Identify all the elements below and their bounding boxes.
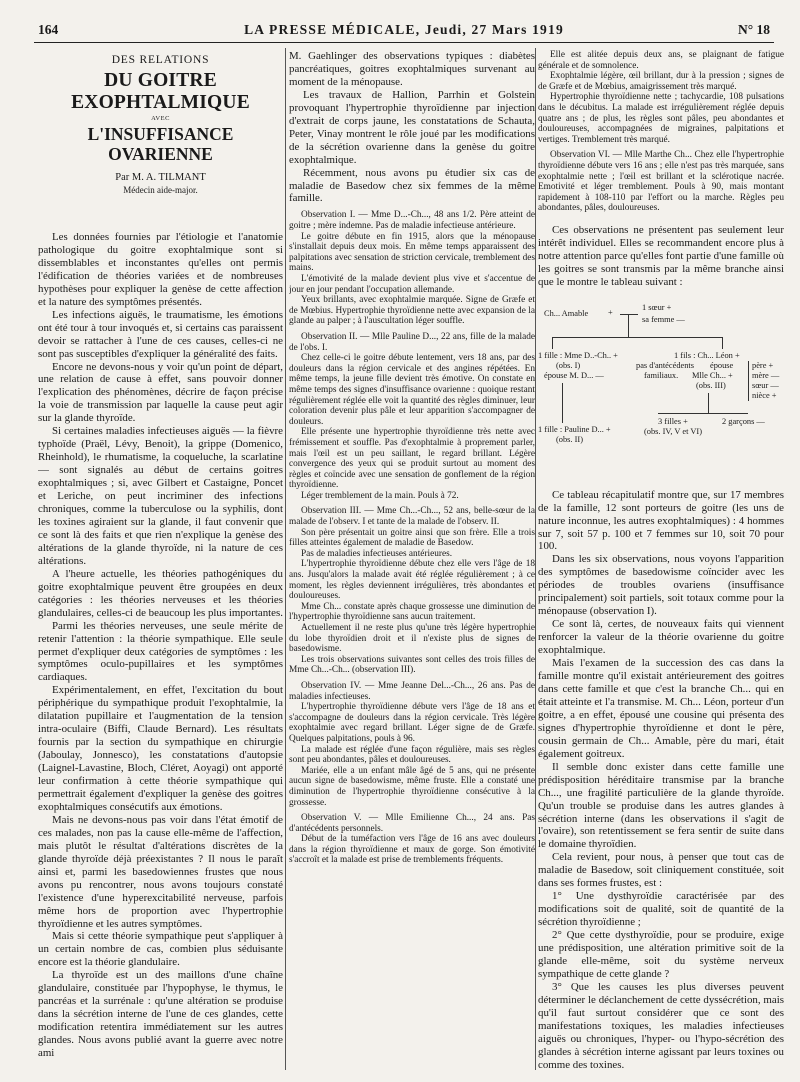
title-pre: DES RELATIONS [111, 54, 210, 66]
paragraph: Les données fournies par l'étiologie et l'anatomie pathologique du goitre exophtalmique sont si dissemblables et inconstantes qu'elles ont permis l'édification de théories variées et de nombreuses hypothèses pour expliquer la genèse de cette affection et la nature des symptômes présentés. [38, 231, 283, 308]
paragraph: La thyroïde est un des maillons d'une chaîne glandulaire, constituée par l'hypophyse, le thymus, le pancréas et la surrénale : qu'une altération se produise dans la sécrétion interne de l'une de ces glandes, cette modification retentira immédiatement sur les autres glandes. Nous avons publié avant la guerre avec notre ami [38, 969, 283, 1060]
article-title: DU GOITRE EXOPHTALMIQUE [71, 70, 250, 113]
paragraph: Mariée, elle a un enfant mâle âgé de 5 ans, qui ne présente aucun signe de basedowisme, même fruste. Elle a constaté une diminution de l'hypertrophie thyroïdienne consécutive à la grossesse. [289, 765, 535, 808]
tree-line [620, 314, 638, 315]
tree-m1b: épouse [710, 360, 734, 370]
paragraph: Yeux brillants, avec exophtalmie marquée. Signe de Græfe et de Mœbius. Hypertrophie thyroïdienne nette avec expansion de la glande au palper ; à l'auscultation léger souffle. [289, 295, 535, 327]
paragraph: Observation IV. — Mme Jeanne Del...-Ch..., 26 ans. Pas de maladies infectieuses. [289, 680, 535, 702]
column-divider [285, 48, 286, 1070]
paragraph: Chez celle-ci le goitre débute lentement, vers 18 ans, par des douleurs dans la région cervicale et des angines répétées. En même temps, la jeune fille devient très émotive. On constate en même temps des signes d'insuffisance ovarienne : quoique restant régulièrement réglée elle voit la quantité des règles diminuer, leur coloration devenir plus pâle et leur apparition s'accompagner de douleurs. [289, 353, 535, 427]
paragraph: Parmi les théories nerveuses, une seule mérite de retenir l'attention : la théorie sympathique. Elle seule permet d'expliquer deux catégories de symptômes : les symptômes oculo-pupillaires et les symptômes cardiaques. [38, 619, 283, 684]
paragraph: Dans les six observations, nous voyons l'apparition des symptômes de basedowisme coïncider avec les périodes de troubles ovariens (insuffisance principalement) soit partiels, soit totaux comme pour la ménopause (observation I). [538, 553, 784, 618]
paragraph: La malade est réglée d'une façon régulière, mais ses règles sont peu abondantes, pâles et douloureuses. [289, 744, 535, 766]
paragraph: Mme Ch... constate après chaque grossesse une diminution de l'hypertrophie thyroïdienne sans aucun traitement. [289, 601, 535, 623]
paragraph: Léger tremblement de la main. Pouls à 72. [301, 490, 459, 501]
paragraph: Si certaines maladies infectieuses aiguës — la fièvre typhoïde (Praël, Lévy, Benoit), la grippe (Domenico, Rheinhold), le rhumatisme, la coqueluche, la scarlatine — sont signalés au début de certains goitres exophtalmiques ; si, avec Gilbert et Castaigne, Poncet et Leriche, on peut incriminer des infections chroniques, comme la tuberculose ou la syphilis, dont les toxines agiraient sur la glande, il faut convenir que ce sont là des faits et que rien n'explique la genèse des altérations de la glande thyroïde, ni la nature de ces altérations. [38, 425, 283, 567]
paragraph: Observation I. — Mme D...-Ch..., 48 ans 1/2. Père atteint de goitre ; mère indemne. Pas de maladie infectieuse antérieure. [289, 210, 535, 232]
tree-m2a: 3 filles + [658, 416, 688, 426]
tree-root-sym: + [608, 307, 613, 317]
tree-m1a: 1 fils : Ch... Léon + [674, 350, 740, 360]
paragraph: Hypertrophie thyroïdienne nette ; tachycardie, 108 pulsations dans le décubitus. La malade est irrégulièrement réglée depuis quatre ans ; de plus, les règles sont pâles, peu abondantes et douloureuses, accompagnées de migraines, palpitations et vertiges. Tremblement très marqué. [538, 92, 784, 145]
tree-p2: mère — [752, 370, 780, 380]
paragraph: Récemment, nous avons pu étudier six cas de maladie de Basedow chez six femmes de la même famille. [289, 166, 535, 205]
paragraph: Les infections aiguës, le traumatisme, les émotions ont été tour à tour invoqués et, si certains cas paraissent devoir se rattacher à l'une de ces causes, celles-ci ne sont pas susceptibles d'expliquer la généralité des faits. [38, 308, 283, 360]
tree-r2: sa femme — [642, 314, 685, 324]
paragraph: Elle présente une hypertrophie thyroïdienne très nette avec frémissement et souffle. Pas d'exophtalmie à proprement parler, mais l'œil est un peu saillant, le regard brillant. Légère convergence des yeux qui se produit surtout au moment des règles et coïncide avec une sensation de gonflement de la région thyroïdienne. [289, 427, 535, 491]
column-1 [38, 50, 283, 1070]
family-tree [538, 295, 784, 485]
tree-line [658, 413, 748, 414]
paragraph: Son père présentait un goitre ainsi que son frère. Elle a trois filles atteintes également de maladie de Basedow. [289, 527, 535, 549]
paragraph: Exophtalmie légère, œil brillant, dur à la pression ; signes de de Græfe et de Mœbius, amaigrissement très marqué. [538, 71, 784, 92]
tree-m1c: Mlle Ch... + [692, 370, 733, 380]
tree-l1e: familiaux. [644, 370, 679, 380]
paragraph: Observation II. — Mlle Pauline D..., 22 ans, fille de la malade de l'obs. I. [289, 331, 535, 353]
tree-r1: 1 sœur + [642, 302, 672, 312]
tree-l1a: 1 fille : Mme D..-Ch.. + [538, 350, 618, 360]
paragraph: Cela revient, pour nous, à penser que tout cas de maladie de Basedow, soit cliniquement constituée, soit dans ses formes frustes, est : [538, 851, 784, 890]
page-number: 164 [38, 22, 59, 37]
tree-p3: sœur — [752, 380, 779, 390]
tree-line [552, 337, 553, 349]
tree-m2b: (obs. IV, V et VI) [644, 426, 703, 436]
tree-m1d: (obs. III) [696, 380, 726, 390]
paragraph: L'hypertrophie thyroïdienne débute vers l'âge de 18 ans et s'accompagne de douleurs dans la région cervicale. Très légère exophtalmie avec regard brillant. Léger signe de de Græfe. Quelques palpitations, pouls à 96. [289, 702, 535, 744]
tree-line [562, 383, 563, 423]
tree-root: Ch... Amable [544, 308, 589, 318]
paragraph: Mais ne devons-nous pas voir dans l'état émotif de ces malades, non pas la cause elle-même de l'affection, mais plutôt le résultat d'altérations discrètes de la glande thyroïde déjà préexistantes ? Il nous le paraît ainsi et, parmi les basedowiennes frustes que nous avons pu rencontrer, nous avons toujours constaté l'existence d'une hyperexcitabilité nerveuse, parfois même hors de proportion avec l'hypertrophie thyroïdienne et les autres symptômes. [38, 813, 283, 930]
paragraph: 3° Que les causes les plus diverses peuvent déterminer le déclanchement de cette dyssécrétion, mais qu'il faut surtout considérer que ce sont des manifestations toxiques, les maladies infectieuses aiguës ou chroniques, l'hyper- ou l'hypo-sécrétion des glandes à sécrétion interne agissant par leurs toxines ou comme des toxines. [538, 980, 784, 1071]
paragraph: M. Gaehlinger des observations typiques : diabètes pancréatiques, goitres exophtalmiques survenant au moment de la ménopause. [289, 50, 535, 88]
issue-number: N° 18 [737, 22, 770, 37]
header-rule [34, 42, 774, 43]
paragraph: Actuellement il ne reste plus qu'une très légère hypertrophie du lobe thyroïdien droit et il n'existe plus de signes de basedowisme. [289, 623, 535, 655]
paragraph: Les travaux de Hallion, Parrhin et Golstein provoquant l'hypertrophie thyroïdienne par injection d'extrait de corps jaune, les constatations de Schauta, Peter, Vinay montrent le rôle joué par les modifications de la sécrétion ovarienne dans la genèse du goitre exophtalmique. [289, 88, 535, 166]
tree-m2c: 2 garçons — [722, 416, 765, 426]
paragraph: Ce tableau récapitulatif montre que, sur 17 membres de la famille, 12 sont porteurs de goitre (les uns de nature inconnue, les autres exophtalmiques) : 4 hommes sur 7, soit 57 p. 100 et 7 femmes sur 10, soit 70 pour 100. [538, 488, 784, 553]
paragraph: Elle est alitée depuis deux ans, se plaignant de fatigue générale et de somnolence. [538, 50, 784, 71]
tree-l1c: épouse M. D... — [544, 370, 604, 380]
column-divider [535, 48, 536, 1070]
paragraph: Il semble donc exister dans cette famille une prédisposition héréditaire transmise par la branche Ch..., une fragilité particulière de la glande thyroïde. Qu'un trouble se produise dans les autres glandes à sécrétion interne (dans les observations il s'agit de l'ovaire), son retentissement se fera sentir de suite dans le domaine thyroïdien. [538, 760, 784, 851]
page-header [38, 22, 770, 42]
tree-p1: père + [752, 360, 774, 370]
paragraph: Les trois observations suivantes sont celles des trois filles de Mme Ch...-Ch... (observation III). [289, 654, 535, 676]
paragraph: 1° Une dysthyroïdie caractérisée par des modifications soit de qualité, soit de quantité de la sécrétion thyroïdienne ; [538, 890, 784, 929]
paragraph: Encore ne devons-nous y voir qu'un point de départ, une relation de cause à effet, sans pouvoir donner l'explication des phénomènes, décrire de façon précise la voie de transmission par laquelle la cause peut agir sur la glande thyroïde. [38, 360, 283, 425]
paragraph: Expérimentalement, en effet, l'excitation du bout périphérique du sympathique produit l'exophtalmie, la dilatation pupillaire et l'augmentation de la tension intra-oculaire (Biffi, Claude Bernard). Les résultats fournis par la section du sympathique en chirurgie (Jaboulay, Jonnesco), les constatations d'autopsie (Laignel-Lavastine, Bloch, Cléret, Aoyagi) ont apporté leur confirmation à cette théorie sympathique qui permettrait également d'expliquer la genèse des goitres exophtalmiques consécutifs aux émotions. [38, 684, 283, 813]
paragraph: Pas de maladies infectieuses antérieures. [301, 548, 453, 559]
journal-title: LA PRESSE MÉDICALE, Jeudi, 27 Mars 1919 [244, 22, 564, 37]
paragraph: Observation V. — Mlle Emilienne Ch..., 24 ans. Pas d'antécédents personnels. [289, 813, 535, 834]
tree-l1d: pas d'antécédents [636, 360, 695, 370]
paragraph: A l'heure actuelle, les théories pathogéniques du goitre exophtalmique peuvent être groupées en deux catégories : les théories nerveuses et les théories glandulaires, celles-ci de beaucoup les plus importantes. [38, 567, 283, 619]
paragraph: Observation III. — Mme Ch...-Ch..., 52 ans, belle-sœur de la malade de l'observ. I et tante de la malade de l'observ. II. [289, 506, 535, 528]
tree-l1b: (obs. I) [556, 360, 581, 370]
paragraph: 2° Que cette dysthyroïdie, pour se produire, exige une prédisposition, une altération primitive soit de la glande elle-même, soit du système nerveux sympathique de cette glande ? [538, 929, 784, 980]
tree-line [722, 337, 723, 349]
title-avec: AVEC [151, 115, 170, 122]
tree-l2b: (obs. II) [556, 434, 583, 444]
tree-line [552, 337, 722, 338]
tree-line [628, 315, 629, 337]
paragraph: L'émotivité de la malade devient plus vive et s'accentue de jour en jour pendant l'occupation allemande. [289, 274, 535, 295]
tree-line [748, 361, 749, 401]
paragraph: Mais si cette théorie sympathique peut s'appliquer à un certain nombre de cas, combien plus séduisante encore est la théorie glandulaire. [38, 930, 283, 969]
paragraph: Mais l'examen de la succession des cas dans la famille montre qu'il existait antérieurement des goitres dans cette famille et que c'est la branche Ch... qui en était atteinte et l'a transmise. M. Ch... Léon, porteur d'un goitre, a en effet, épousé une cousine qui présenta des signes d'hypertrophie thyroïdienne et dont le père, cousin germain de Ch... Amable, père du mari, était également goitreux. [538, 657, 784, 760]
article-subtitle: L'INSUFFISANCE OVARIENNE [87, 124, 234, 164]
tree-l2a: 1 fille : Pauline D... + [538, 424, 611, 434]
paragraph: Début de la tuméfaction vers l'âge de 16 ans avec douleurs dans la région thyroïdienne et maux de gorge. Son émotivité s'accroît et la malade est prise de tremblements fréquents. [289, 834, 535, 866]
tree-p4: nièce + [752, 390, 777, 400]
paragraph: Ces observations ne présentent pas seulement leur intérêt individuel. Elles se recommandent encore plus à notre attention parce qu'elles font partie d'une famille où les goitres se sont transmis par la même branche ainsi que le montre le tableau suivant : [538, 223, 784, 288]
paragraph: Ce sont là, certes, de nouveaux faits qui viennent renforcer la valeur de la théorie ovarienne du goitre exophtalmique. [538, 618, 784, 657]
author-role: Médecin aide-major. [123, 185, 198, 195]
author: Par M. A. TILMANT [115, 172, 206, 183]
column-3 [538, 50, 784, 1072]
tree-line [708, 393, 709, 413]
column-2 [289, 50, 535, 1072]
paragraph: L'hypertrophie thyroïdienne débute chez elle vers l'âge de 18 ans. Jusqu'alors la malade avait été réglée régulièrement ; à ce moment, les règles deviennent irrégulières, très abondantes et douloureuses. [289, 559, 535, 602]
paragraph: Observation VI. — Mlle Marthe Ch... Chez elle l'hypertrophie thyroïdienne débute vers 16 ans ; elle n'est pas très marquée, sans exophtalmie nette ; l'œil est brillant et la sclérotique nacrée. Emotivité et léger tremblement. Pouls à 90, mais montant rapidement à 108-110 par l'effort ou la marche. Règles peu abondantes, pâles, douloureuses. [538, 150, 784, 214]
paragraph: Le goitre débute en fin 1915, alors que la ménopause s'installait depuis deux mois. En même temps apparaissent des palpitations avec sensation de striction cervicale, tremblement des mains. [289, 231, 535, 274]
